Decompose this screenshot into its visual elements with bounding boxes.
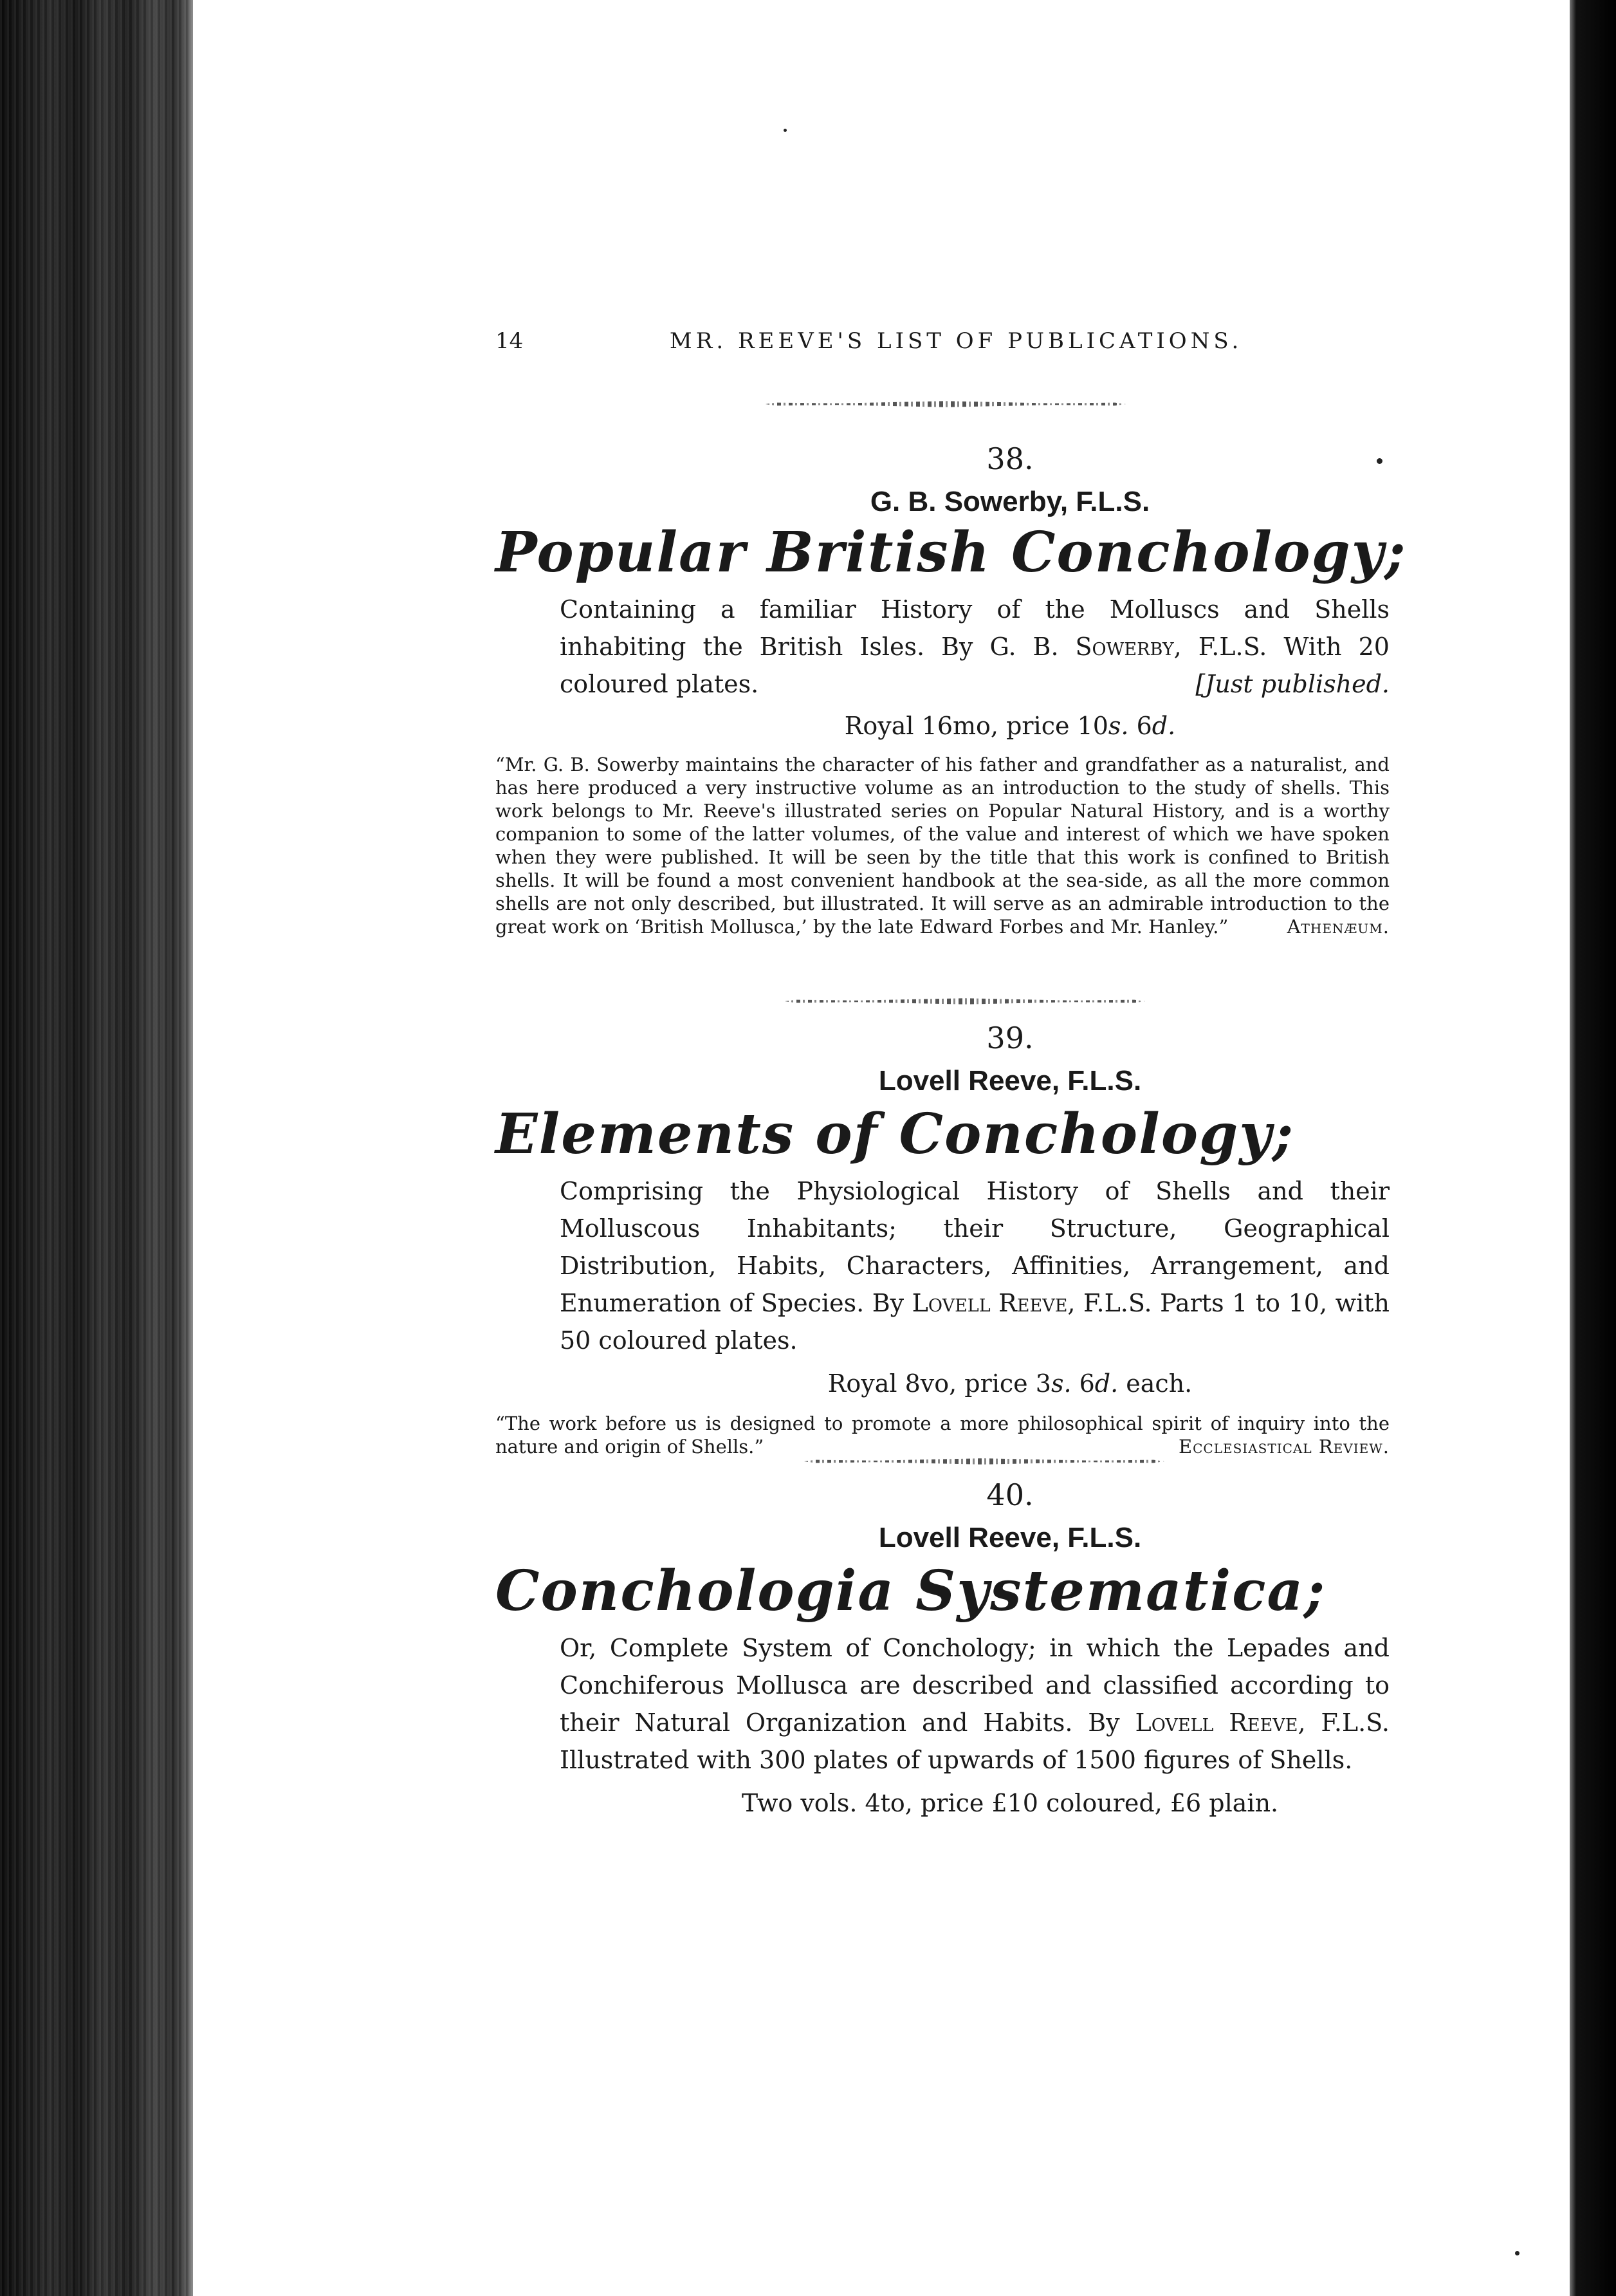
entry-author: G. B. Sowerby, F.L.S. — [870, 486, 1150, 517]
scan-speck — [1377, 458, 1382, 464]
entry-author: Lovell Reeve, F.L.S. — [878, 1065, 1142, 1097]
review-source: Athenæum. — [1287, 916, 1390, 938]
author-name-smallcaps: Lovell Reeve — [912, 1289, 1068, 1317]
running-header — [495, 328, 1390, 354]
description-text: Containing a familiar History of the Molluscs and Shells inhabiting the British Isles. By G. B. — [560, 595, 1390, 661]
price-shillings: s. — [1108, 712, 1129, 740]
review-text: “Mr. G. B. Sowerby maintains the character of his father and grandfather as a naturalist, and has here produced a very instructive volume as an introduction to the study of shells. This work belongs to Mr. Reeve's illustrated series on Popular Natural History, and is a worthy companion to some of the latter volumes, of the value and interest of which we have spoken when they were published. It will be seen by the title that this work is confined to British shells. It will be found a most convenient handbook at the sea-side, as all the more common shells are not only described, but illustrated. It will serve as an admirable introduction to the great work on ‘British Mollusca,’ by the late Edward Forbes and Mr. Hanley.” — [495, 754, 1390, 938]
price-text-pence: 6 — [1071, 1369, 1095, 1398]
description-text-end: , F.L.S. Parts 1 to 10, with 50 coloured plates. — [560, 1289, 1390, 1355]
entry-number: 39. — [986, 1021, 1034, 1055]
entry-author: Lovell Reeve, F.L.S. — [878, 1522, 1142, 1553]
review-source: Ecclesiastical Review. — [1178, 1436, 1390, 1458]
entry-price — [630, 1789, 1390, 1817]
description-text: Or, Complete System of Conchology; in which the Lepades and Conchiferous Mollusca are described and classified according to their Natural Organization and Habits. By — [560, 1634, 1390, 1737]
entry-description — [560, 591, 1390, 703]
entry-description — [560, 1629, 1390, 1779]
description-text-end: , F.L.S. Illustrated with 300 plates of upwards of 1500 figures of Shells. — [560, 1708, 1390, 1774]
page-edge-stripes — [0, 0, 193, 2296]
entry-price — [630, 712, 1390, 740]
review-text: “The work before us is designed to promote a more philosophical spirit of inquiry into the nature and origin of Shells.” — [495, 1412, 1390, 1458]
entry-title: Conchologia Systematica; — [495, 1559, 1326, 1624]
entry-39 — [495, 1023, 1390, 1458]
entry-40 — [495, 1477, 1390, 1817]
entry-title: Elements of Conchology; — [495, 1102, 1295, 1167]
price-pence: d. — [1152, 712, 1176, 740]
scan-speck — [1515, 2251, 1520, 2255]
price-text: Royal 8vo, price 3 — [827, 1369, 1051, 1398]
entry-title: Popular British Conchology; — [495, 520, 1407, 585]
running-title: MR. REEVE'S LIST OF PUBLICATIONS. — [669, 328, 1243, 354]
page-fore-edge — [0, 0, 193, 2296]
scan-speck — [784, 129, 787, 132]
review-quote — [495, 753, 1390, 938]
entry-number: 38. — [986, 441, 1034, 476]
entry-number: 40. — [986, 1477, 1034, 1512]
price-text: Two vols. 4to, price £10 coloured, £6 plain. — [741, 1789, 1279, 1817]
entry-price — [630, 1369, 1390, 1398]
entry-description — [560, 1172, 1390, 1359]
publication-status: [Just published. — [1195, 670, 1390, 698]
author-name-smallcaps: Lovell Reeve — [1135, 1708, 1298, 1737]
price-pence: d. — [1094, 1369, 1119, 1398]
review-quote — [495, 1412, 1390, 1458]
entry-38 — [495, 441, 1407, 938]
price-text-each: each. — [1118, 1369, 1193, 1398]
page-number: 14 — [495, 328, 524, 354]
description-text-end: , F.L.S. With 20 coloured plates. — [560, 633, 1390, 698]
description-text: Comprising the Physiological History of Shells and their Molluscous Inhabitants; their Structure, Geographical Distribution, Habits, Characters, Affinities, Arrangement, and Enumeration of Species. By — [560, 1177, 1390, 1317]
author-name-smallcaps: Sowerby — [1075, 633, 1174, 661]
price-shillings: s. — [1051, 1369, 1072, 1398]
price-text-pence: 6 — [1128, 712, 1152, 740]
price-text: Royal 16mo, price 10 — [844, 712, 1108, 740]
adjacent-page-edge — [1570, 0, 1616, 2296]
